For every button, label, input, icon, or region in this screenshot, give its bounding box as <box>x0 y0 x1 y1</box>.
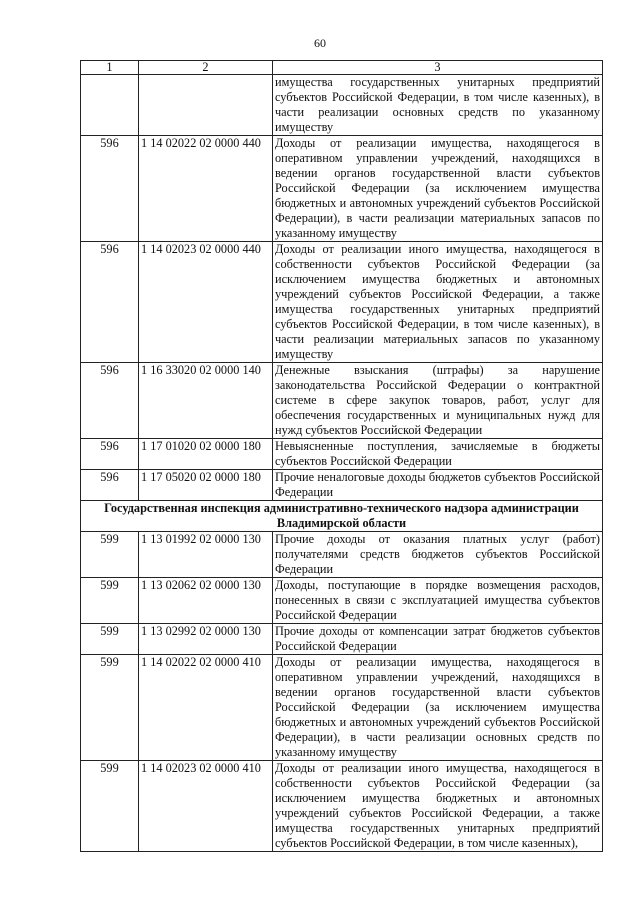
admin-code-cell: 596 <box>81 136 139 242</box>
admin-code-cell: 596 <box>81 439 139 470</box>
section-heading: Государственная инспекция административно-технического надзора администрации Владимирской области <box>81 501 603 532</box>
revenue-code-cell <box>139 75 273 136</box>
page-number: 60 <box>314 36 326 50</box>
table-row <box>81 136 603 242</box>
table-header <box>81 61 603 75</box>
revenue-code-cell: 1 16 33020 02 0000 140 <box>139 363 273 439</box>
description-cell: Невыясненные поступления, зачисляемые в бюджеты субъектов Российской Федерации <box>273 439 603 470</box>
description-cell: Денежные взыскания (штрафы) за нарушение законодательства Российской Федерации о контрактной системе в сфере закупок товаров, работ, услуг для обеспечения государственных и муниципальных нужд для нужд субъектов Российской Федерации <box>273 363 603 439</box>
description-cell: Доходы от реализации имущества, находящегося в оперативном управлении учреждений, находящихся в ведении органов государственной власти субъектов Российской Федерации (за исключением имущества бюджетных и автономных учреждений субъектов Российской Федерации), в части реализации основных средств по указанному имуществу <box>273 655 603 761</box>
revenue-code-cell: 1 17 01020 02 0000 180 <box>139 439 273 470</box>
header-row <box>81 61 603 75</box>
revenue-code-cell: 1 17 05020 02 0000 180 <box>139 470 273 501</box>
description-cell: Прочие неналоговые доходы бюджетов субъектов Российской Федерации <box>273 470 603 501</box>
revenue-code-cell: 1 14 02022 02 0000 440 <box>139 136 273 242</box>
table-row <box>81 439 603 470</box>
table-row <box>81 578 603 624</box>
admin-code-cell: 599 <box>81 655 139 761</box>
description-cell: Доходы, поступающие в порядке возмещения расходов, понесенных в связи с эксплуатацией имущества субъектов Российской Федерации <box>273 578 603 624</box>
revenue-codes-table <box>80 60 603 852</box>
description-cell: Прочие доходы от оказания платных услуг (работ) получателями средств бюджетов субъектов Российской Федерации <box>273 532 603 578</box>
admin-code-cell: 599 <box>81 532 139 578</box>
table-row <box>81 75 603 136</box>
header-col-3: 3 <box>273 61 603 75</box>
revenue-code-cell: 1 13 02992 02 0000 130 <box>139 624 273 655</box>
table-row <box>81 470 603 501</box>
admin-code-cell: 596 <box>81 363 139 439</box>
revenue-code-cell: 1 14 02023 02 0000 410 <box>139 761 273 852</box>
header-col-2: 2 <box>139 61 273 75</box>
revenue-code-cell: 1 13 01992 02 0000 130 <box>139 532 273 578</box>
section-row <box>81 501 603 532</box>
admin-code-cell: 599 <box>81 761 139 852</box>
description-cell: Доходы от реализации иного имущества, находящегося в собственности субъектов Российской Федерации (за исключением имущества бюджетных и автономных учреждений субъектов Российской Федерации, а также имущества государственных унитарных предприятий субъектов Российской Федерации, в том числе казенных), в части реализации материальных запасов по указанному имуществу <box>273 242 603 363</box>
revenue-code-cell: 1 13 02062 02 0000 130 <box>139 578 273 624</box>
table-row <box>81 363 603 439</box>
description-cell: Доходы от реализации имущества, находящегося в оперативном управлении учреждений, находящихся в ведении органов государственной власти субъектов Российской Федерации (за исключением имущества бюджетных и автономных учреждений субъектов Российской Федерации), в части реализации материальных запасов по указанному имуществу <box>273 136 603 242</box>
admin-code-cell: 596 <box>81 470 139 501</box>
table-body <box>81 75 603 852</box>
revenue-code-cell: 1 14 02022 02 0000 410 <box>139 655 273 761</box>
revenue-code-cell: 1 14 02023 02 0000 440 <box>139 242 273 363</box>
admin-code-cell: 599 <box>81 624 139 655</box>
admin-code-cell: 599 <box>81 578 139 624</box>
table-row <box>81 624 603 655</box>
table-row <box>81 532 603 578</box>
table-row <box>81 242 603 363</box>
admin-code-cell: 596 <box>81 242 139 363</box>
admin-code-cell <box>81 75 139 136</box>
description-cell: имущества государственных унитарных предприятий субъектов Российской Федерации, в том числе казенных), в части реализации основных средств по указанному имуществу <box>273 75 603 136</box>
table-row <box>81 655 603 761</box>
table-row <box>81 761 603 852</box>
description-cell: Доходы от реализации иного имущества, находящегося в собственности субъектов Российской Федерации (за исключением имущества бюджетных и автономных учреждений субъектов Российской Федерации, а также имущества государственных унитарных предприятий субъектов Российской Федерации, в том числе казенных), <box>273 761 603 852</box>
header-col-1: 1 <box>81 61 139 75</box>
description-cell: Прочие доходы от компенсации затрат бюджетов субъектов Российской Федерации <box>273 624 603 655</box>
